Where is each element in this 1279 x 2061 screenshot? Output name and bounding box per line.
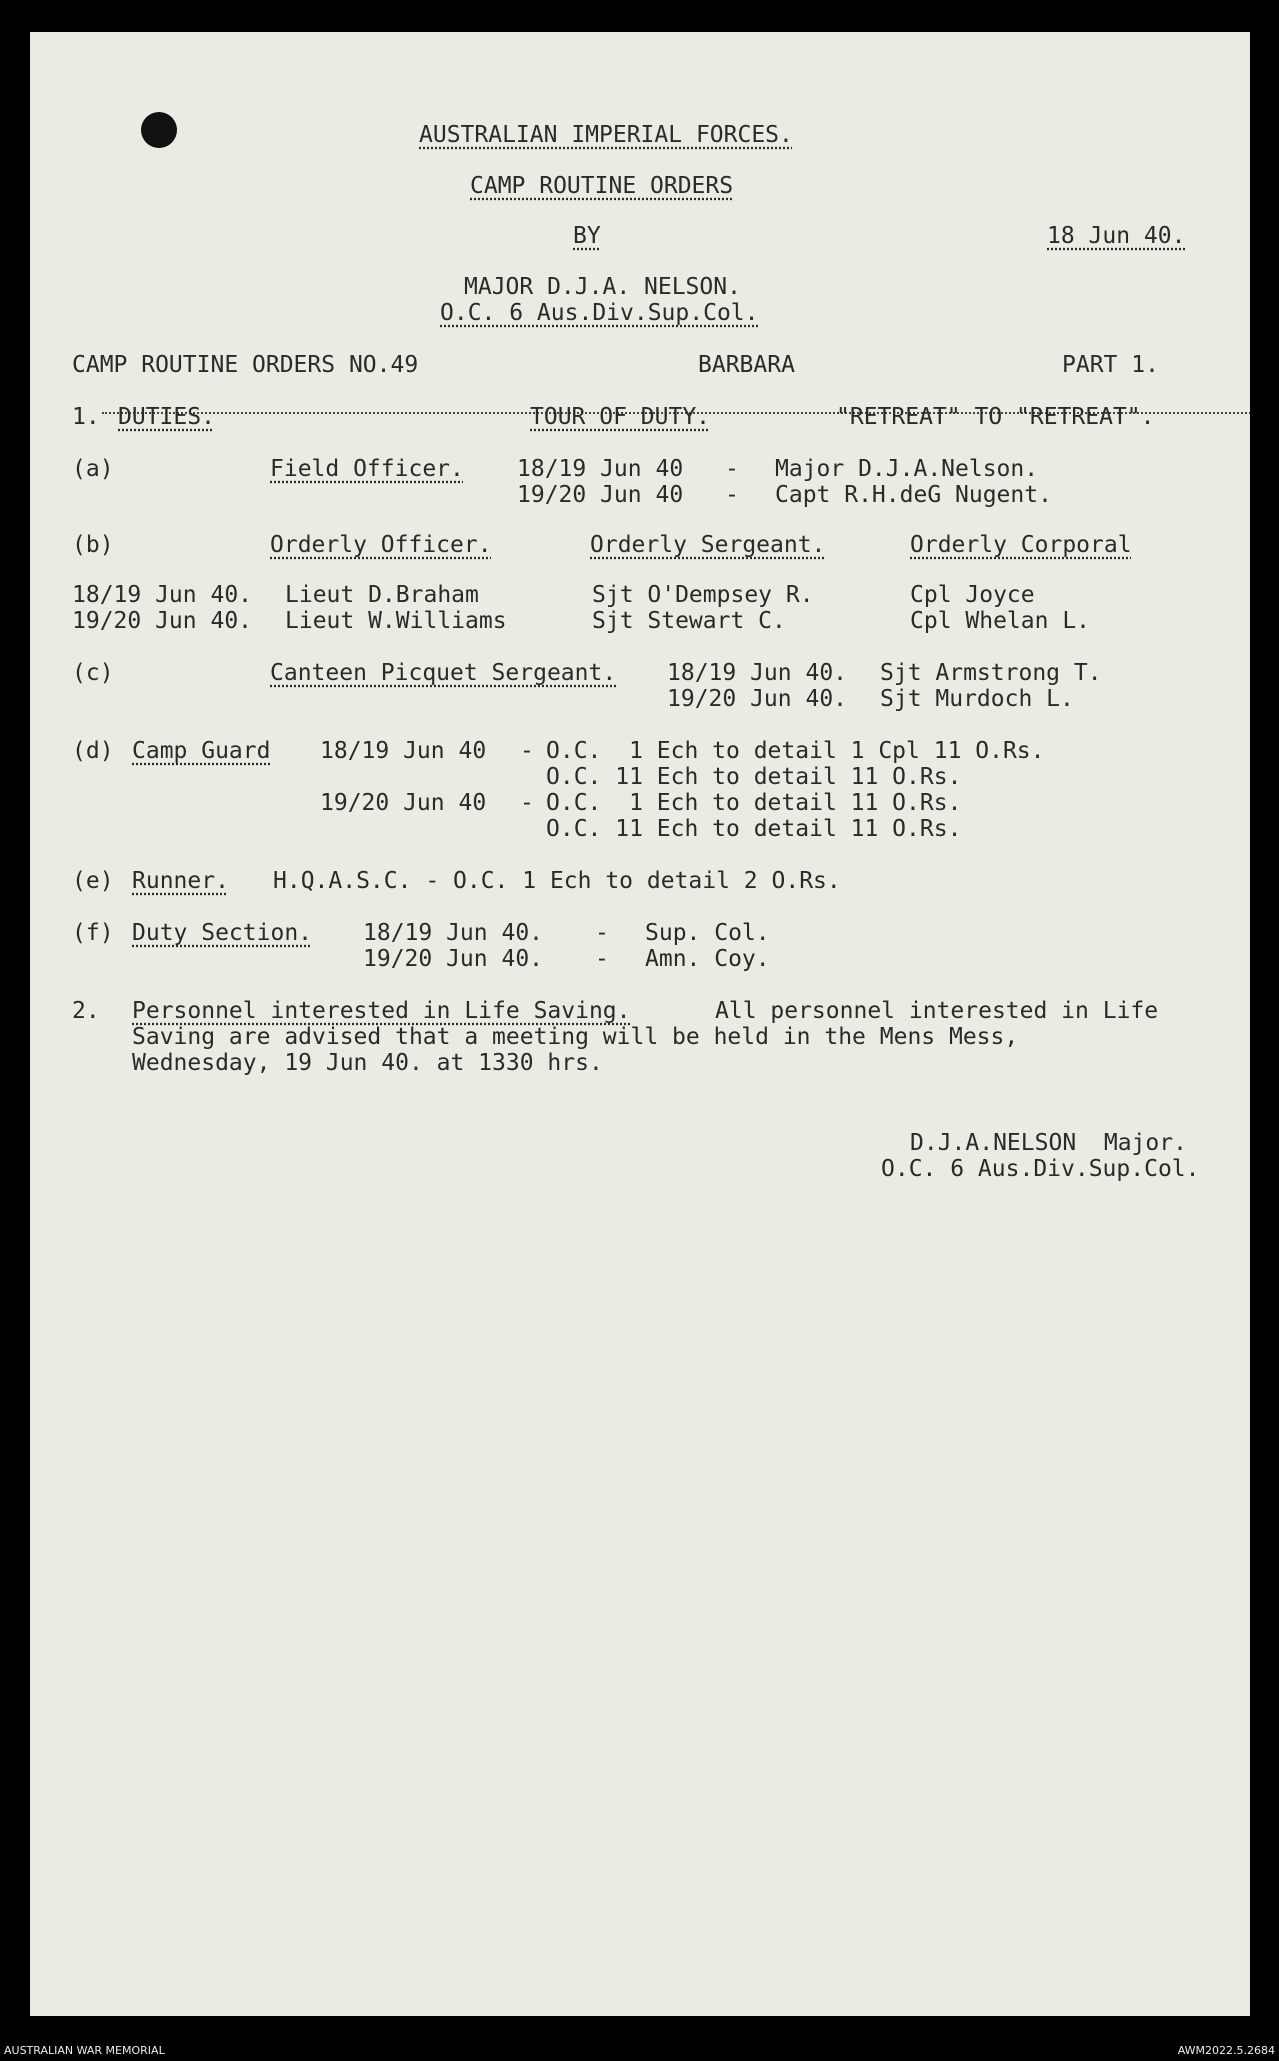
canteen-picquet-name-2: Sjt Murdoch L. — [880, 686, 1074, 712]
field-officer-dates-2: 19/20 Jun 40 — [517, 482, 684, 508]
camp-guard-line-4: O.C. 11 Ech to detail 11 O.Rs. — [546, 816, 962, 842]
runner-text: H.Q.A.S.C. - O.C. 1 Ech to detail 2 O.Rs. — [273, 868, 841, 894]
retreat-heading: "RETREAT" TO "RETREAT". — [836, 404, 1155, 430]
canteen-picquet-dates-2: 19/20 Jun 40. — [667, 686, 848, 712]
by-label: BY — [573, 223, 601, 249]
signature-unit: O.C. 6 Aus.Div.Sup.Col. — [881, 1156, 1200, 1182]
archive-footer-right: AWM2022.5.2684 — [1177, 2044, 1275, 2057]
field-officer-dash-2: - — [725, 482, 739, 508]
document-subtitle: CAMP ROUTINE ORDERS — [470, 173, 734, 199]
duty-section-label: Duty Section. — [132, 920, 313, 946]
life-saving-line-1: All personnel interested in Life — [715, 998, 1159, 1024]
author-name: MAJOR D.J.A. NELSON. — [464, 274, 741, 300]
camp-guard-line-2: O.C. 11 Ech to detail 11 O.Rs. — [546, 764, 962, 790]
order-part: PART 1. — [1062, 352, 1159, 378]
orderly-sergeant-heading: Orderly Sergeant. — [590, 532, 826, 558]
punch-hole — [141, 112, 177, 148]
orderly-officer-heading: Orderly Officer. — [270, 532, 492, 558]
orderly-date-1: 18/19 Jun 40. — [72, 582, 253, 608]
duties-heading: DUTIES. — [118, 404, 215, 430]
item-2-number: 2. — [72, 998, 100, 1024]
duties-number: 1. — [72, 404, 100, 430]
duty-section-unit-2: Amn. Coy. — [645, 946, 770, 972]
item-c-tag: (c) — [72, 660, 114, 686]
runner-label: Runner. — [132, 868, 229, 894]
camp-guard-dash-1: - — [520, 738, 534, 764]
duty-section-dash-1: - — [595, 920, 609, 946]
orderly-corporal-heading: Orderly Corporal — [910, 532, 1132, 558]
life-saving-line-2: Saving are advised that a meeting will be held in the Mens Mess, — [132, 1024, 1019, 1050]
field-officer-name-1: Major D.J.A.Nelson. — [775, 456, 1039, 482]
order-number: CAMP ROUTINE ORDERS NO.49 — [72, 352, 419, 378]
orderly-corporal-2: Cpl Whelan L. — [910, 608, 1091, 634]
life-saving-heading: Personnel interested in Life Saving. — [132, 998, 631, 1024]
item-d-tag: (d) — [72, 738, 114, 764]
duty-section-dash-2: - — [595, 946, 609, 972]
camp-guard-line-1: O.C. 1 Ech to detail 1 Cpl 11 O.Rs. — [546, 738, 1045, 764]
duty-section-dates-2: 19/20 Jun 40. — [363, 946, 544, 972]
camp-guard-line-3: O.C. 1 Ech to detail 11 O.Rs. — [546, 790, 962, 816]
camp-guard-date-2: 19/20 Jun 40 — [320, 790, 487, 816]
orderly-officer-1: Lieut D.Braham — [285, 582, 479, 608]
archive-footer-left: AUSTRALIAN WAR MEMORIAL — [4, 2044, 165, 2057]
document-title: AUSTRALIAN IMPERIAL FORCES. — [419, 122, 793, 148]
signature-name: D.J.A.NELSON Major. — [910, 1130, 1187, 1156]
item-b-tag: (b) — [72, 532, 114, 558]
order-date: 18 Jun 40. — [1047, 223, 1186, 249]
orderly-date-2: 19/20 Jun 40. — [72, 608, 253, 634]
canteen-picquet-name-1: Sjt Armstrong T. — [880, 660, 1102, 686]
duty-section-unit-1: Sup. Col. — [645, 920, 770, 946]
orderly-sergeant-2: Sjt Stewart C. — [592, 608, 786, 634]
camp-guard-label: Camp Guard — [132, 738, 271, 764]
field-officer-label: Field Officer. — [270, 456, 464, 482]
duty-section-dates-1: 18/19 Jun 40. — [363, 920, 544, 946]
field-officer-dates-1: 18/19 Jun 40 — [517, 456, 684, 482]
orderly-sergeant-1: Sjt O'Dempsey R. — [592, 582, 814, 608]
item-f-tag: (f) — [72, 920, 114, 946]
orderly-officer-2: Lieut W.Williams — [285, 608, 507, 634]
field-officer-dash-1: - — [725, 456, 739, 482]
canteen-picquet-label: Canteen Picquet Sergeant. — [270, 660, 617, 686]
item-e-tag: (e) — [72, 868, 114, 894]
item-a-tag: (a) — [72, 456, 114, 482]
field-officer-name-2: Capt R.H.deG Nugent. — [775, 482, 1052, 508]
life-saving-line-3: Wednesday, 19 Jun 40. at 1330 hrs. — [132, 1050, 603, 1076]
camp-guard-date-1: 18/19 Jun 40 — [320, 738, 487, 764]
camp-guard-dash-2: - — [520, 790, 534, 816]
canteen-picquet-dates-1: 18/19 Jun 40. — [667, 660, 848, 686]
tour-of-duty-heading: TOUR OF DUTY. — [530, 404, 711, 430]
order-codename: BARBARA — [698, 352, 795, 378]
author-unit: O.C. 6 Aus.Div.Sup.Col. — [440, 300, 759, 326]
orderly-corporal-1: Cpl Joyce — [910, 582, 1035, 608]
document-page — [30, 32, 1250, 2016]
